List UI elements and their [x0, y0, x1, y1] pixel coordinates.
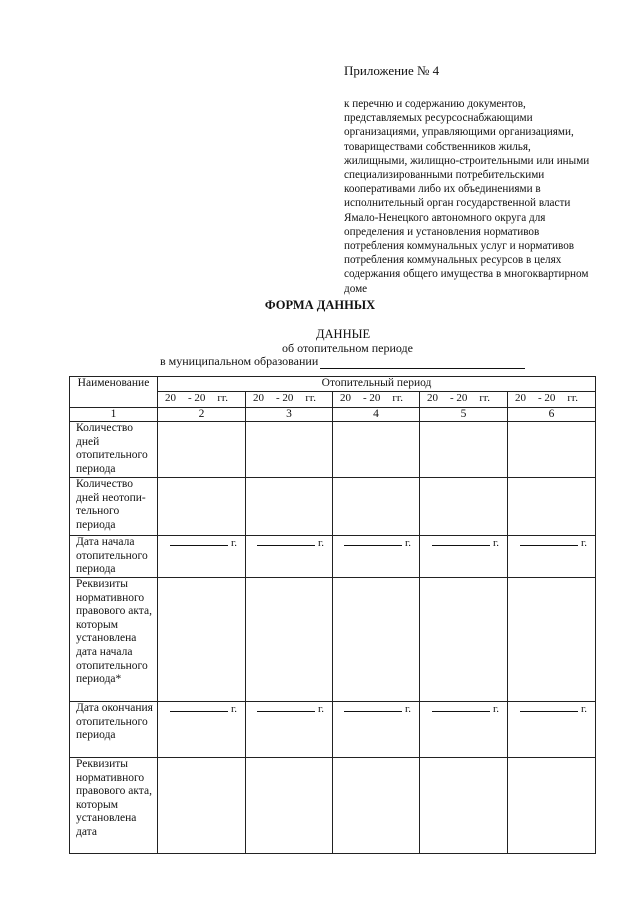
- date-input-cell[interactable]: [246, 701, 333, 757]
- row-label: Дата начала отопительного периода: [70, 536, 158, 578]
- year-start: 20: [253, 391, 264, 404]
- data-title: ДАННЫЕ: [316, 327, 371, 341]
- year-range-cell[interactable]: [333, 391, 420, 407]
- date-blank: [432, 702, 490, 712]
- period-subtitle: об отопительном периоде: [282, 341, 413, 355]
- date-blank: [257, 702, 315, 712]
- date-input-cell[interactable]: [246, 536, 333, 578]
- date-input-cell[interactable]: [508, 701, 596, 757]
- row-label: Реквизиты нормативного правового акта, которым установлена дата начала отопительного периода*: [70, 577, 158, 701]
- table-row: [70, 577, 596, 701]
- value-input-cell[interactable]: [508, 577, 596, 701]
- year-range-cell[interactable]: [508, 391, 596, 407]
- appendix-line: потребления коммунальных услуг и нормативов: [344, 240, 575, 253]
- date-input-cell[interactable]: [420, 536, 508, 578]
- table-row: [70, 757, 596, 853]
- year-range-cell[interactable]: [246, 391, 333, 407]
- table-row: [70, 701, 596, 757]
- date-blank: [432, 536, 490, 546]
- year-mid: - 20: [276, 391, 294, 404]
- row-label: Дата окончания отопительного периода: [70, 701, 158, 757]
- date-suffix: г.: [317, 702, 324, 715]
- date-input-cell[interactable]: [333, 536, 420, 578]
- appendix-line: доме: [344, 282, 368, 295]
- value-input-cell[interactable]: [333, 757, 420, 853]
- value-input-cell[interactable]: [333, 577, 420, 701]
- date-suffix: г.: [404, 702, 411, 715]
- municipality-label: в муниципальном образовании: [160, 354, 319, 368]
- value-input-cell[interactable]: [246, 757, 333, 853]
- year-end: гг.: [305, 391, 316, 404]
- appendix-line: содержания общего имущества в многоквартирном: [344, 268, 589, 281]
- value-input-cell[interactable]: [158, 757, 246, 853]
- appendix-line: представляемых ресурсоснабжающими: [344, 112, 533, 125]
- row-label: Количество дней отопительного периода: [70, 422, 158, 478]
- year-end: гг.: [217, 391, 228, 404]
- appendix-line: товариществами собственников жилья,: [344, 140, 531, 153]
- appendix-line: исполнительный орган государственной власти: [344, 197, 571, 210]
- value-input-cell[interactable]: [246, 422, 333, 478]
- column-number: 1: [70, 407, 158, 422]
- value-input-cell[interactable]: [333, 478, 420, 536]
- date-suffix: г.: [230, 702, 237, 715]
- value-input-cell[interactable]: [158, 577, 246, 701]
- year-start: 20: [340, 391, 351, 404]
- date-blank: [520, 702, 578, 712]
- date-blank: [520, 536, 578, 546]
- municipality-blank-field[interactable]: [320, 356, 525, 369]
- municipality-line: [160, 354, 525, 369]
- appendix-line: кооперативами либо их объединениями в: [344, 183, 541, 196]
- year-range-cell[interactable]: [158, 391, 246, 407]
- date-blank: [344, 536, 402, 546]
- appendix-line: потребления коммунальных ресурсов в целях: [344, 254, 562, 267]
- value-input-cell[interactable]: [333, 422, 420, 478]
- year-mid: - 20: [363, 391, 381, 404]
- column-number: 3: [246, 407, 333, 422]
- year-end: гг.: [567, 391, 578, 404]
- value-input-cell[interactable]: [508, 422, 596, 478]
- value-input-cell[interactable]: [420, 478, 508, 536]
- header-name: Наименование: [70, 377, 158, 408]
- value-input-cell[interactable]: [246, 478, 333, 536]
- appendix-line: специализированными потребительскими: [344, 169, 545, 182]
- form-title: ФОРМА ДАННЫХ: [264, 298, 376, 312]
- date-input-cell[interactable]: [158, 536, 246, 578]
- date-suffix: г.: [581, 702, 588, 715]
- row-label: Реквизиты нормативного правового акта, которым установлена дата: [70, 757, 158, 853]
- table-row: [70, 536, 596, 578]
- table-row: [70, 478, 596, 536]
- appendix-line: к перечню и содержанию документов,: [344, 98, 526, 110]
- appendix-line: определения и установления нормативов: [344, 225, 540, 238]
- appendix-line: жилищными, жилищно-строительными или иными: [344, 154, 590, 167]
- date-suffix: г.: [404, 537, 411, 550]
- heating-period-table: [69, 376, 596, 854]
- date-suffix: г.: [492, 537, 499, 550]
- date-suffix: г.: [230, 537, 237, 550]
- year-start: 20: [427, 391, 438, 404]
- year-start: 20: [515, 391, 526, 404]
- date-input-cell[interactable]: [333, 701, 420, 757]
- year-range-cell[interactable]: [420, 391, 508, 407]
- date-blank: [257, 536, 315, 546]
- year-mid: - 20: [188, 391, 206, 404]
- value-input-cell[interactable]: [420, 577, 508, 701]
- year-end: гг.: [392, 391, 403, 404]
- value-input-cell[interactable]: [420, 422, 508, 478]
- column-number: 4: [333, 407, 420, 422]
- date-suffix: г.: [317, 537, 324, 550]
- appendix-description: [344, 97, 614, 296]
- year-mid: - 20: [450, 391, 468, 404]
- value-input-cell[interactable]: [158, 422, 246, 478]
- value-input-cell[interactable]: [420, 757, 508, 853]
- appendix-line: организациями, управляющими организациями,: [344, 126, 574, 139]
- year-start: 20: [165, 391, 176, 404]
- date-suffix: г.: [581, 537, 588, 550]
- row-label: Количество дней неотопи-тельного периода: [70, 478, 158, 536]
- date-input-cell[interactable]: [158, 701, 246, 757]
- value-input-cell[interactable]: [246, 577, 333, 701]
- year-mid: - 20: [538, 391, 556, 404]
- column-number: 2: [158, 407, 246, 422]
- column-number: 6: [508, 407, 596, 422]
- value-input-cell[interactable]: [508, 478, 596, 536]
- header-period: Отопительный период: [158, 377, 596, 392]
- date-input-cell[interactable]: [420, 701, 508, 757]
- table-row: [70, 422, 596, 478]
- value-input-cell[interactable]: [158, 478, 246, 536]
- appendix-title: Приложение № 4: [344, 63, 440, 78]
- date-suffix: г.: [492, 702, 499, 715]
- appendix-line: Ямало-Ненецкого автономного округа для: [344, 211, 546, 224]
- date-blank: [344, 702, 402, 712]
- date-blank: [170, 536, 228, 546]
- column-number: 5: [420, 407, 508, 422]
- year-end: гг.: [479, 391, 490, 404]
- date-input-cell[interactable]: [508, 536, 596, 578]
- value-input-cell[interactable]: [508, 757, 596, 853]
- date-blank: [170, 702, 228, 712]
